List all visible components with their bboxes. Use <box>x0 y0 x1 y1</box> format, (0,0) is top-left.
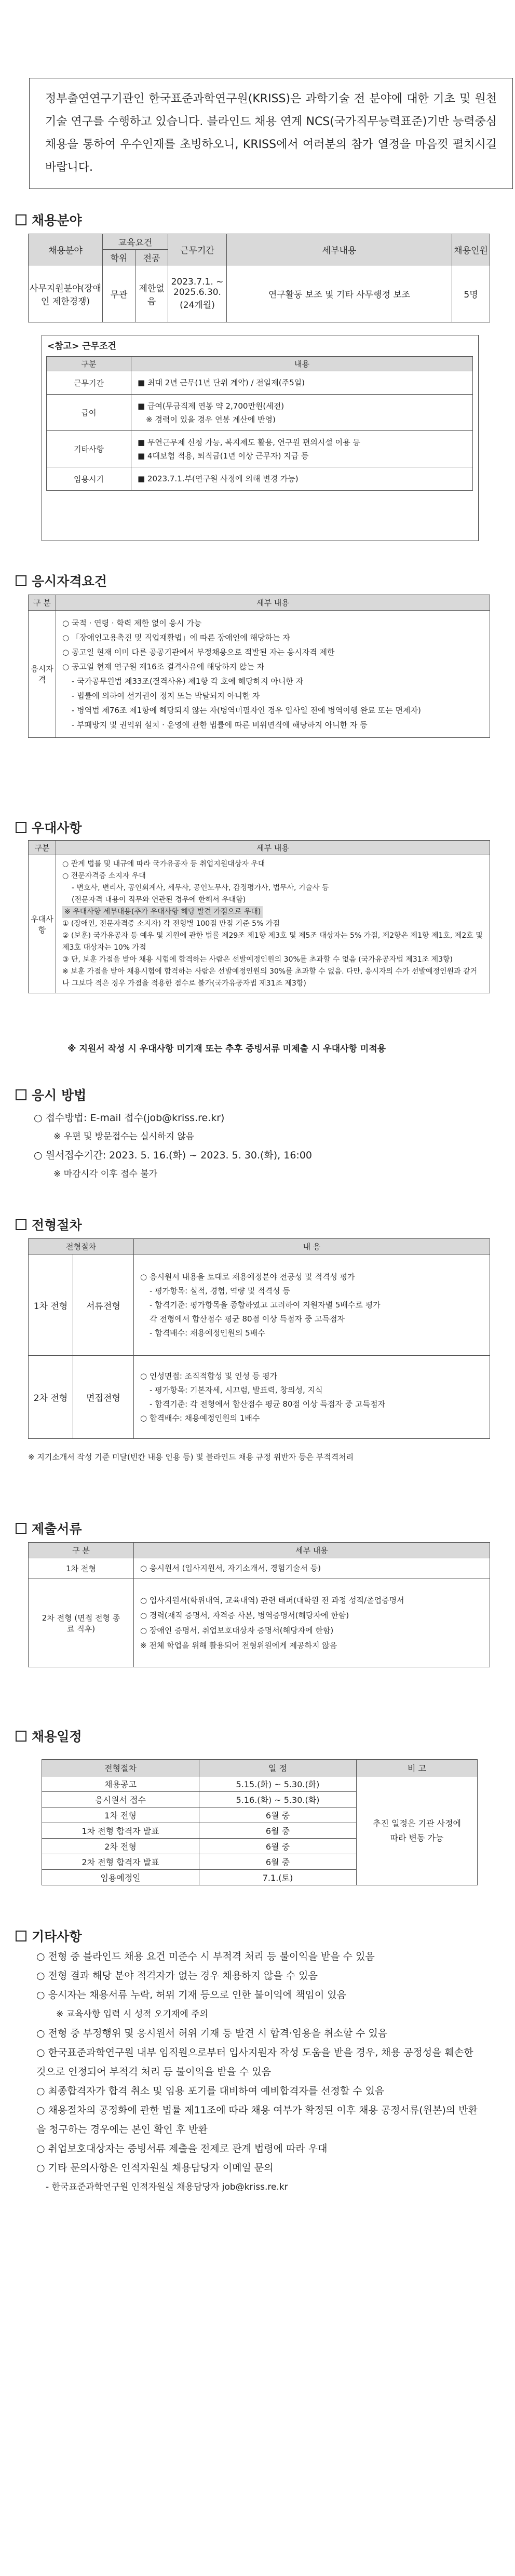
col-degree: 학위 <box>103 250 135 265</box>
process-item: - 평가항목: 실적, 경험, 역량 및 적격성 등 <box>150 1286 290 1296</box>
process-item: - 합격기준: 각 전형에서 합산점수 평균 80점 이상 득점자 중 고득점자 <box>150 1399 385 1409</box>
section-title: 채용일정 <box>32 1729 82 1744</box>
condition-item: ■ 급여(무금직제 연봉 약 2,700만원(세전) <box>138 401 284 411</box>
checkbox-square-icon <box>16 214 26 225</box>
checkbox-square-icon <box>16 822 26 833</box>
section-documents <box>16 1519 82 1537</box>
cell-step-1: 1차 전형 <box>29 1255 73 1356</box>
col-major: 전공 <box>135 250 168 265</box>
checkbox-square-icon <box>16 1931 26 1941</box>
section-title: 우대사항 <box>32 820 82 835</box>
qualification-list <box>56 611 490 738</box>
schedule-step: 임용예정일 <box>42 1870 199 1885</box>
condition-item: ■ 2023.7.1.부(연구원 사정에 의해 변경 가능) <box>138 474 299 483</box>
preference-extra-item: ① (장애인, 전문자격증 소지자) 각 전형별 100점 만점 기준 5% 가점 <box>62 920 280 928</box>
apply-method: ○ 접수방법: E-mail 접수(job@kriss.re.kr) <box>34 1112 225 1124</box>
checkbox-square-icon <box>16 1523 26 1534</box>
qualification-item: ○ 국적 · 연령 · 학력 제한 없이 응시 가능 <box>62 618 202 628</box>
cell-field: 사무지원분야(장애인 제한경쟁) <box>29 265 103 322</box>
preference-highlight: ※ 우대사항 세부내용(추가 우대사항 해당 발견 가점으로 우대) <box>62 906 263 918</box>
qualification-item: ○ 공고일 현재 연구원 제16조 결격사유에 해당하지 않는 자 <box>62 662 265 671</box>
section-schedule <box>16 1727 82 1745</box>
qualification-item: - 병역법 제76조 제1항에 해당되지 않는 자(병역미필자인 경우 입사일 전에 병역이행 완료 또는 면제자) <box>72 706 421 715</box>
schedule-step: 2차 전형 <box>42 1839 199 1854</box>
col-period: 근무기간 <box>168 234 227 265</box>
schedule-date: 6월 중 <box>199 1823 357 1839</box>
intro-box <box>29 78 513 189</box>
etc-item: ○ 채용절차의 공정화에 관한 법률 제11조에 따라 채용 여부가 확정된 이후 채용 공정서류(원본)의 반환을 청구하는 경우에는 본인 확인 후 반환 <box>36 2105 478 2135</box>
process-item: ○ 인성면접: 조직적합성 및 인성 등 평가 <box>140 1371 278 1381</box>
preference-extra-list <box>62 918 483 990</box>
preference-item: ○ 관계 법률 및 내규에 따라 국가유공자 등 취업지원대상자 우대 <box>62 860 265 868</box>
cell-name-2: 면접전형 <box>73 1356 133 1439</box>
col-note: 비 고 <box>357 1760 478 1776</box>
schedule-date: 6월 중 <box>199 1808 357 1823</box>
section-qualification <box>16 571 107 590</box>
process-item: - 합격배수: 채용예정인원의 5배수 <box>150 1328 265 1338</box>
section-preference <box>16 818 82 837</box>
apply-note-2: ※ 마감시각 이후 접수 불가 <box>53 1169 158 1179</box>
checkbox-square-icon <box>16 1731 26 1742</box>
section-recruit-field <box>16 210 82 229</box>
schedule-step: 채용공고 <box>42 1776 199 1792</box>
cell-type: 응시자격 <box>29 611 56 738</box>
etc-item: ○ 기타 문의사항은 인적자원실 채용담당자 이메일 문의 <box>36 2162 274 2174</box>
section-title: 응시 방법 <box>32 1088 87 1103</box>
col-field: 채용분야 <box>29 234 103 265</box>
col-step: 전형절차 <box>42 1760 199 1776</box>
preference-extra-item: ③ 단, 보훈 가점을 받아 채용 시험에 합격하는 사람은 선발예정인원의 30%를 초과할 수 없음 (국가유공자법 제31조 제3항) <box>62 955 453 964</box>
etc-item: ○ 전형 중 부정행위 및 응시원서 허위 기재 등 발견 시 합격·임용을 취소할 수 있음 <box>36 2028 388 2039</box>
checkbox-square-icon <box>16 1219 26 1230</box>
conditions-box <box>42 335 479 541</box>
cell-degree: 무관 <box>103 265 135 322</box>
col-type: 구분 <box>29 841 56 855</box>
checkbox-square-icon <box>16 575 26 586</box>
condition-type: 급여 <box>47 395 131 431</box>
cell-type: 우대사항 <box>29 855 56 993</box>
documents-list-2 <box>134 1579 490 1667</box>
process-table <box>28 1238 490 1439</box>
section-title: 채용분야 <box>32 213 82 228</box>
section-title: 제출서류 <box>32 1521 82 1536</box>
process-footnote: ※ 지기소개서 작성 기준 미달(빈칸 내용 인용 등) 및 블라인드 채용 규정 위반자 등은 부적격처리 <box>28 1452 354 1462</box>
apply-note-1: ※ 우편 및 방문접수는 실시하지 않음 <box>53 1131 195 1142</box>
cell-count: 5명 <box>452 265 490 322</box>
process-item: 각 전형에서 합산점수 평균 80점 이상 득점자 중 고득점자 <box>150 1314 345 1324</box>
qualification-item: ○ 공고일 현재 이미 다른 공공기관에서 부정채용으로 적발된 자는 응시자격 제한 <box>62 648 335 657</box>
documents-list-1 <box>134 1558 490 1579</box>
apply-list <box>34 1109 312 1183</box>
conditions-table <box>46 356 473 491</box>
document-item: ○ 응시원서 (입사지원서, 자기소개서, 경험기술서 등) <box>140 1563 321 1573</box>
condition-type: 기타사항 <box>47 431 131 467</box>
recruit-table <box>28 234 490 322</box>
preference-list <box>62 858 483 906</box>
section-etc <box>16 1926 82 1945</box>
cell-type-2: 2차 전형 (면접 전형 종료 직후) <box>29 1579 134 1667</box>
document-item: ○ 입사지원서(학위내역, 교육내역) 관련 태퍼(대학원 전 과정 성적/졸업증명서 <box>140 1595 404 1605</box>
col-content: 세부 내용 <box>134 1543 490 1558</box>
process-item: - 합격기준: 평가항목을 종합하였고 고려하여 지원자별 5배수로 평가 <box>150 1300 381 1310</box>
qualification-item: - 국가공무원법 제33조(결격사유) 제1항 각 호에 해당하지 아니한 자 <box>72 677 304 686</box>
etc-item: ○ 전형 결과 해당 분야 적격자가 없는 경우 채용하지 않을 수 있음 <box>36 1970 318 1981</box>
preference-footnote: ※ 지원서 작성 시 우대사항 미기재 또는 추후 증빙서류 미제출 시 우대사항 미적용 <box>67 1044 386 1054</box>
condition-item: ※ 경력이 있을 경우 연봉 계산에 반영) <box>146 414 276 424</box>
document-item: ※ 전체 학업을 위해 활용되어 전형위원에게 제공하지 않음 <box>140 1640 337 1650</box>
conditions-title: <참고> 근무조건 <box>47 341 116 352</box>
process-list-2 <box>134 1356 490 1439</box>
checkbox-square-icon <box>16 1089 26 1100</box>
etc-item: - 한국표준과학연구원 인적자원실 채용담당자 job@kriss.re.kr <box>46 2182 288 2192</box>
qualification-item: - 법률에 의하여 선거권이 정지 또는 박탈되지 아니한 자 <box>72 691 260 700</box>
col-type: 구분 <box>47 357 131 371</box>
etc-item: ※ 교육사항 입력 시 성적 오기재에 주의 <box>56 2009 208 2019</box>
col-content: 내 용 <box>134 1239 490 1255</box>
process-list-1 <box>134 1255 490 1356</box>
apply-period: ○ 원서접수기간: 2023. 5. 16.(화) ~ 2023. 5. 30.(화), 16:00 <box>34 1150 313 1161</box>
etc-item: ○ 응시자는 채용서류 누락, 허위 기재 등으로 인한 불이익에 책임이 있음 <box>36 1989 346 2001</box>
document-item: ○ 장애인 증명서, 취업보호대상자 증명서(해당자에 한함) <box>140 1625 334 1635</box>
preference-item: ○ 전문자격증 소지자 우대 <box>62 872 146 880</box>
section-title: 응시자격요건 <box>32 574 107 589</box>
schedule-step: 응시원서 접수 <box>42 1792 199 1808</box>
condition-item: ■ 최대 2년 근무(1년 단위 계약) / 전일제(주5일) <box>138 378 305 387</box>
section-process <box>16 1215 82 1234</box>
cell-period: 2023.7.1. ~ 2025.6.30. (24개월) <box>168 265 227 322</box>
schedule-date: 7.1.(토) <box>199 1870 357 1885</box>
schedule-table <box>42 1759 478 1885</box>
process-item: ○ 응시원서 내용을 토대로 채용예정분야 전공성 및 적격성 평가 <box>140 1272 355 1282</box>
process-item: - 평가항목: 기본자세, 시끄럼, 발표력, 창의성, 지식 <box>150 1385 323 1395</box>
col-date: 일 정 <box>199 1760 357 1776</box>
qualification-table <box>28 595 490 738</box>
col-content: 세부 내용 <box>56 841 490 855</box>
preference-table <box>28 840 490 993</box>
etc-item: ○ 취업보호대상자는 증빙서류 제출을 전제로 관계 법령에 따라 우대 <box>36 2143 328 2154</box>
col-type: 구 분 <box>29 1543 134 1558</box>
etc-item: ○ 한국표준과학연구원 내부 임직원으로부터 입사지원자 작성 도움을 받을 경우, 채용 공정성을 훼손한 것으로 인정되어 부적격 처리 등 불이익을 받을 수 있음 <box>36 2047 473 2078</box>
col-req: 교육요건 <box>103 234 168 250</box>
schedule-step: 1차 전형 합격자 발표 <box>42 1823 199 1839</box>
col-type: 구 분 <box>29 595 56 611</box>
qualification-item: ○ 「장애인고용촉진 및 직업재활법」에 따른 장애인에 해당하는 자 <box>62 633 290 642</box>
condition-item: ■ 무연근무제 신청 가능, 복지제도 활용, 연구원 편의시설 이용 등 <box>138 437 360 447</box>
col-content: 내용 <box>131 357 473 371</box>
schedule-date: 6월 중 <box>199 1854 357 1870</box>
process-item: ○ 합격배수: 채용예정인원의 1배수 <box>140 1413 260 1423</box>
document-item: ○ 경력(재직 증명서, 자격증 사본, 병역증명서(해당자에 한함) <box>140 1610 349 1620</box>
cell-step-2: 2차 전형 <box>29 1356 73 1439</box>
qualification-item: - 부패방지 및 권익위 설치 · 운영에 관한 법률에 따른 비위면직에 해당하지 아니한 자 등 <box>72 720 368 730</box>
condition-type: 근무기간 <box>47 371 131 395</box>
schedule-note: 추진 일정은 기관 사정에 따라 변동 가능 <box>357 1776 478 1885</box>
section-title: 기타사항 <box>32 1929 82 1944</box>
etc-list <box>36 1947 483 2197</box>
documents-table <box>28 1542 490 1667</box>
col-count: 채용인원 <box>452 234 490 265</box>
preference-item: (전문자격 내용이 직무와 연관된 경우에 한해서 우대함) <box>72 896 246 904</box>
intro-text: 정부출연연구기관인 한국표준과학연구원(KRISS)은 과학기술 전 분야에 대한 기초 및 원천기술 연구를 수행하고 있습니다. 블라인드 채용 연계 NCS(국가직무능력표준)기반 능력중심 채용을 통하여 우수인재를 초빙하오니, KRISS에서 여러분의 참가 열정을 마음껏 펼치시길 바랍니다. <box>45 92 497 174</box>
col-content: 세부 내용 <box>56 595 490 611</box>
schedule-date: 6월 중 <box>199 1839 357 1854</box>
preference-item: - 변호사, 변리사, 공인회계사, 세무사, 공인노무사, 감정평가사, 법무사, 기술사 등 <box>72 884 329 892</box>
schedule-step: 1차 전형 <box>42 1808 199 1823</box>
condition-type: 임용시기 <box>47 467 131 491</box>
cell-type-1: 1차 전형 <box>29 1558 134 1579</box>
preference-extra-item: ※ 보훈 가점을 받아 채용시험에 합격하는 사람은 선발예정인원의 30%를 초과할 수 없음. 다만, 응시자의 수가 선발예정인원과 같거나 그보다 적은 경우 가점을 적용한 점수로 불가(국가유공자법 제31조 제3항) <box>62 967 478 988</box>
condition-item: ■ 4대보험 적용, 퇴직금(1년 이상 근무자) 지급 등 <box>138 451 309 461</box>
schedule-step: 2차 전형 합격자 발표 <box>42 1854 199 1870</box>
col-step: 전형절차 <box>29 1239 134 1255</box>
section-title: 전형절차 <box>32 1218 82 1233</box>
cell-major: 제한없음 <box>135 265 168 322</box>
preference-extra-item: ② (보훈) 국가유공자 등 예우 및 지원에 관한 법률 제29조 제1항 제3호 및 제5조 대상자는 5% 가점, 제2항은 제1항 제1호, 제2호 및 제3호 대상자는 10% 가점 <box>62 932 483 952</box>
cell-duty: 연구활동 보조 및 기타 사무행정 보조 <box>227 265 452 322</box>
schedule-date: 5.15.(화) ~ 5.30.(화) <box>199 1776 357 1792</box>
cell-name-1: 서류전형 <box>73 1255 133 1356</box>
col-duty: 세부내용 <box>227 234 452 265</box>
etc-item: ○ 전형 중 블라인드 채용 요건 미준수 시 부적격 처리 등 불이익을 받을 수 있음 <box>36 1951 375 1962</box>
etc-item: ○ 최종합격자가 합격 취소 및 임용 포기를 대비하여 예비합격자를 선정할 수 있음 <box>36 2085 385 2097</box>
section-apply <box>16 1085 86 1104</box>
schedule-date: 5.16.(화) ~ 5.30.(화) <box>199 1792 357 1808</box>
